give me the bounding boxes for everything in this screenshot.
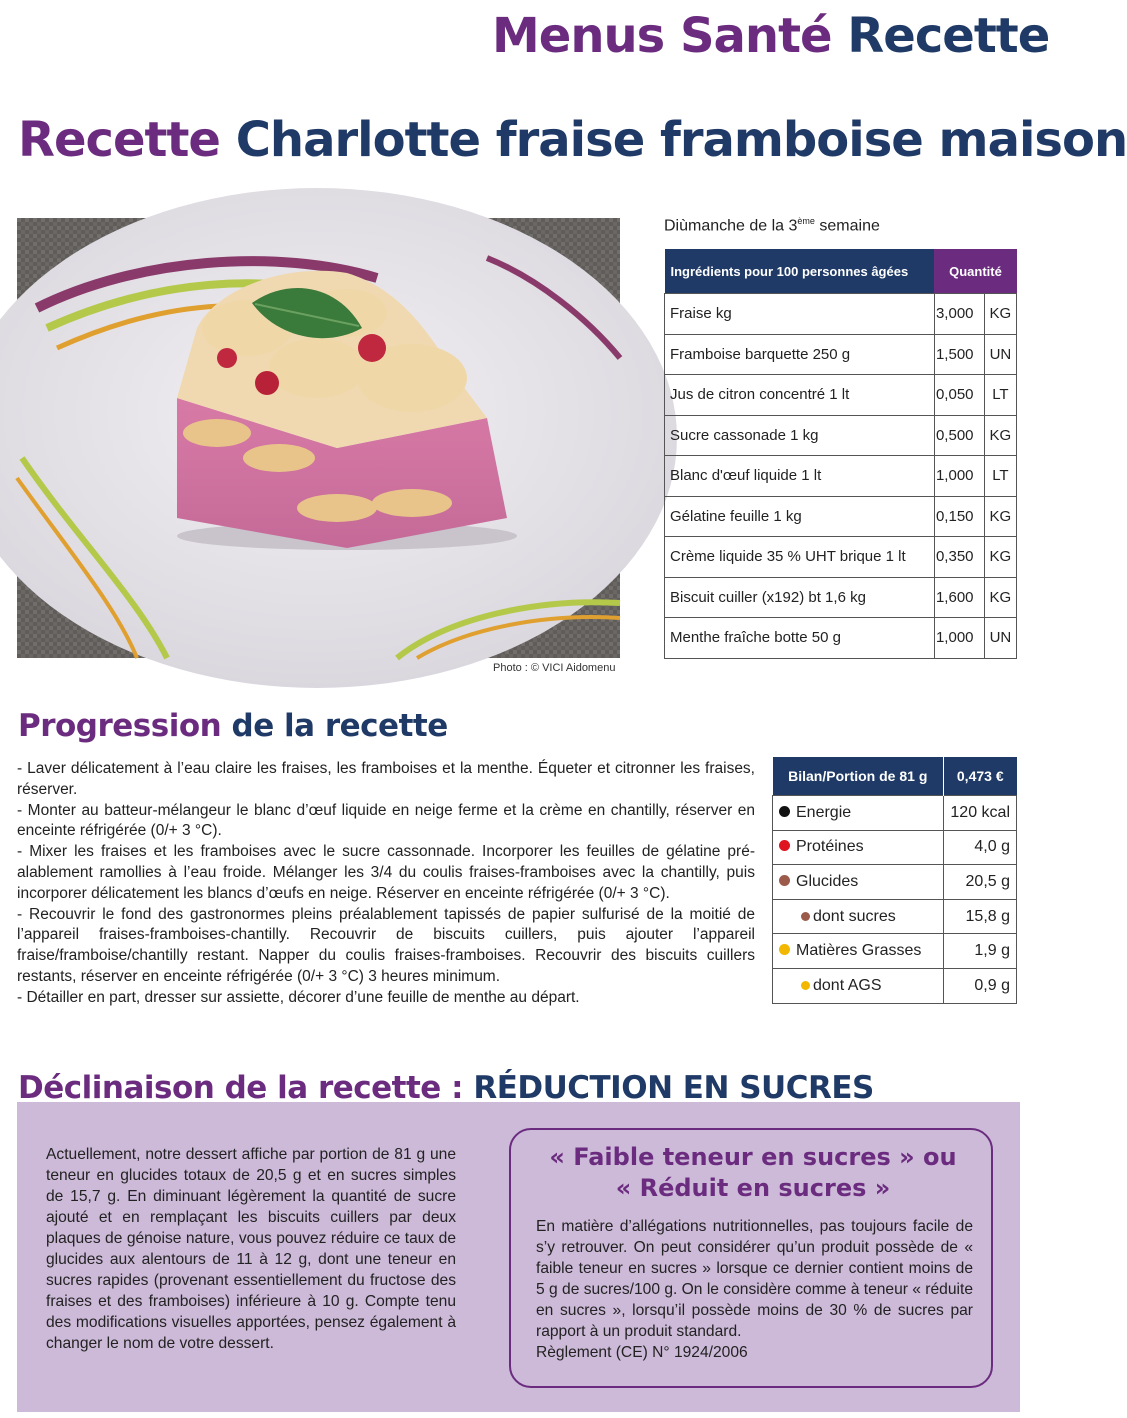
ingredients-header-qty: Quantité bbox=[934, 249, 1016, 294]
nutrient-name: Glucides bbox=[796, 872, 859, 890]
week-label-suffix: semaine bbox=[814, 217, 880, 235]
nutrient-value: 4,0 g bbox=[944, 830, 1017, 865]
nutrition-row bbox=[773, 968, 1017, 1003]
recipe-steps bbox=[17, 759, 755, 1009]
ingredients-body bbox=[665, 294, 1017, 659]
ingredient-qty: 1,000 bbox=[934, 618, 984, 659]
recipe-step: - Monter au batteur-mélangeur le blanc d’œuf liquide en neige ferme et la crème en chantilly, réserver en enceinte réfrigérée (0/+ 3 °C). bbox=[17, 801, 755, 840]
ingredient-unit: LT bbox=[984, 456, 1016, 497]
nutrition-row bbox=[773, 865, 1017, 900]
ingredient-name: Fraise kg bbox=[665, 294, 935, 335]
photo-credit: Photo : © VICI Aidomenu bbox=[493, 662, 616, 674]
declinaison-title-prefix: Déclinaison de la recette : bbox=[18, 1070, 464, 1106]
nutrient-label bbox=[773, 968, 944, 1003]
callout-title-line2: « Réduit en sucres » bbox=[615, 1174, 891, 1202]
recipe-title-prefix: Recette bbox=[18, 112, 220, 168]
ingredient-unit: KG bbox=[984, 415, 1016, 456]
nutrient-label bbox=[773, 899, 944, 934]
nutrient-dot-icon bbox=[779, 944, 790, 955]
progression-title bbox=[18, 708, 448, 744]
nutrient-label bbox=[773, 934, 944, 969]
ingredient-name: Framboise barquette 250 g bbox=[665, 334, 935, 375]
nutrient-dot-icon bbox=[779, 875, 790, 886]
ingredient-unit: KG bbox=[984, 294, 1016, 335]
ingredient-row bbox=[665, 537, 1017, 578]
dessert-photo bbox=[17, 218, 620, 658]
nutrient-dot-icon bbox=[779, 840, 790, 851]
ingredient-name: Sucre cassonade 1 kg bbox=[665, 415, 935, 456]
ingredient-name: Biscuit cuiller (x192) bt 1,6 kg bbox=[665, 577, 935, 618]
callout-title bbox=[511, 1142, 995, 1204]
nutrient-dot-icon bbox=[801, 912, 810, 921]
recipe-step: - Recouvrir le fond des gastronormes pleins préalablement tapissés de papier sulfurisé de la moitié de l’appareil fraises-framboises-chantilly. Recouvrir de biscuits cuillers, puis ajouter l’appareil fraise/framboise/chantilly restant. Napper du coulis fraises-framboises. Recouvrir des biscuits cuillers restants, réserver en enceinte réfrigérée (0/+ 3 °C) 3 heures minimum. bbox=[17, 905, 755, 985]
ingredients-table bbox=[664, 249, 1017, 659]
ingredient-row bbox=[665, 496, 1017, 537]
ingredient-name: Jus de citron concentré 1 lt bbox=[665, 375, 935, 416]
declinaison-text: Actuellement, notre dessert affiche par portion de 81 g une teneur en glucides totaux de 20,5 g et en sucres simples de 15,7 g. En diminuant légèrement la quantité de sucre ajouté et en remplaçant les biscuits cuillers par deux plaques de génoise nature, vous pouvez réduire ce taux de glucides aux alentours de 11 à 12 g, dont une teneur en sucres rapides (provenant essentiellement du fructose des fraises et des framboises) inférieure à 10 g. Compte tenu des modifications visuelles apportées, pensez également à changer le nom de votre dessert. bbox=[46, 1146, 456, 1352]
ingredient-qty: 0,050 bbox=[934, 375, 984, 416]
nutrient-value: 0,9 g bbox=[944, 968, 1017, 1003]
ingredient-unit: KG bbox=[984, 496, 1016, 537]
nutrition-table bbox=[772, 757, 1017, 1004]
ingredient-name: Crème liquide 35 % UHT brique 1 lt bbox=[665, 537, 935, 578]
callout-body bbox=[536, 1216, 973, 1363]
ingredient-qty: 1,500 bbox=[934, 334, 984, 375]
callout-text: En matière d’allégations nutritionnelles, pas toujours facile de s’y retrouver. On peut considérer qu’un produit possède de « faible teneur en sucres » lorsque ce dernier contient moins de 5 g de sucres/100 g. On le considère comme à teneur « réduite en sucres », lorsqu’il possède moins de 30 % de sucres par rapport à un produit standard. bbox=[536, 1218, 973, 1340]
claims-callout bbox=[509, 1128, 993, 1388]
recipe-step: - Mixer les fraises et les framboises avec le sucre cassonnade. Incorporer les feuilles de gélatine pré-alablement ramollies à l’eau froide. Mélanger les 3/4 du coulis fraises-framboises avec la chantilly, puis incorporer délicatement les blancs d’œufs en neige. Réserver en enceinte réfrigérée (0/+ 3 °C). bbox=[17, 843, 755, 902]
ingredients-header-name: Ingrédients pour 100 personnes âgées bbox=[665, 249, 935, 294]
ingredient-row bbox=[665, 618, 1017, 659]
ingredient-row bbox=[665, 456, 1017, 497]
nutrient-dot-icon bbox=[779, 806, 790, 817]
nutrient-dot-icon bbox=[801, 981, 810, 990]
ingredient-qty: 0,150 bbox=[934, 496, 984, 537]
nutrient-value: 20,5 g bbox=[944, 865, 1017, 900]
ingredient-name: Gélatine feuille 1 kg bbox=[665, 496, 935, 537]
ingredient-unit: KG bbox=[984, 537, 1016, 578]
nutrient-value: 15,8 g bbox=[944, 899, 1017, 934]
nutrient-name: Protéines bbox=[796, 838, 864, 856]
ingredient-unit: UN bbox=[984, 334, 1016, 375]
ingredient-row bbox=[665, 577, 1017, 618]
progression-title-word: Progression bbox=[18, 708, 222, 744]
nutrition-header-label: Bilan/Portion de 81 g bbox=[773, 757, 944, 796]
ingredient-row bbox=[665, 415, 1017, 456]
ingredient-row bbox=[665, 375, 1017, 416]
brand-header bbox=[492, 8, 1049, 64]
recipe-step: - Laver délicatement à l’eau claire les fraises, les framboises et la menthe. Équeter et citronner les fraises, réserver. bbox=[17, 760, 755, 798]
ingredient-row bbox=[665, 334, 1017, 375]
ingredient-unit: UN bbox=[984, 618, 1016, 659]
callout-title-line1: « Faible teneur en sucres » ou bbox=[549, 1143, 957, 1171]
week-label-text: Diùmanche de la 3 bbox=[664, 217, 798, 235]
nutrition-row bbox=[773, 934, 1017, 969]
nutrient-value: 1,9 g bbox=[944, 934, 1017, 969]
ingredient-qty: 0,350 bbox=[934, 537, 984, 578]
nutrition-row bbox=[773, 899, 1017, 934]
ingredient-qty: 0,500 bbox=[934, 415, 984, 456]
ingredient-unit: LT bbox=[984, 375, 1016, 416]
progression-title-rest: de la recette bbox=[231, 708, 448, 744]
nutrient-name: dont sucres bbox=[813, 907, 896, 925]
brand-part1: Menus Santé bbox=[492, 8, 832, 64]
nutrient-label bbox=[773, 865, 944, 900]
declinaison-title bbox=[18, 1070, 874, 1106]
ingredient-unit: KG bbox=[984, 577, 1016, 618]
brand-part2: Recette bbox=[847, 8, 1050, 64]
declinaison-title-subject: RÉDUCTION EN SUCRES bbox=[473, 1070, 874, 1106]
ingredient-qty: 1,000 bbox=[934, 456, 984, 497]
nutrient-name: Energie bbox=[796, 803, 852, 821]
nutrition-row bbox=[773, 830, 1017, 865]
callout-regulation: Règlement (CE) N° 1924/2006 bbox=[536, 1344, 748, 1361]
nutrition-body bbox=[773, 796, 1017, 1004]
recipe-title bbox=[18, 112, 1127, 168]
ingredient-name: Menthe fraîche botte 50 g bbox=[665, 618, 935, 659]
nutrient-name: Matières Grasses bbox=[796, 942, 922, 960]
nutrient-label bbox=[773, 796, 944, 831]
nutrient-value: 120 kcal bbox=[944, 796, 1017, 831]
week-label-superscript: ème bbox=[797, 216, 815, 226]
nutrient-label bbox=[773, 830, 944, 865]
ingredient-qty: 1,600 bbox=[934, 577, 984, 618]
nutrient-name: dont AGS bbox=[813, 976, 882, 994]
ingredient-name: Blanc d'œuf liquide 1 lt bbox=[665, 456, 935, 497]
recipe-step: - Détailler en part, dresser sur assiette, décorer d’une feuille de menthe au départ. bbox=[17, 988, 580, 1006]
nutrition-header-value: 0,473 € bbox=[944, 757, 1017, 796]
ingredient-qty: 3,000 bbox=[934, 294, 984, 335]
ingredient-row bbox=[665, 294, 1017, 335]
recipe-title-name: Charlotte fraise framboise maison bbox=[235, 112, 1127, 168]
week-label bbox=[664, 216, 880, 235]
nutrition-row bbox=[773, 796, 1017, 831]
